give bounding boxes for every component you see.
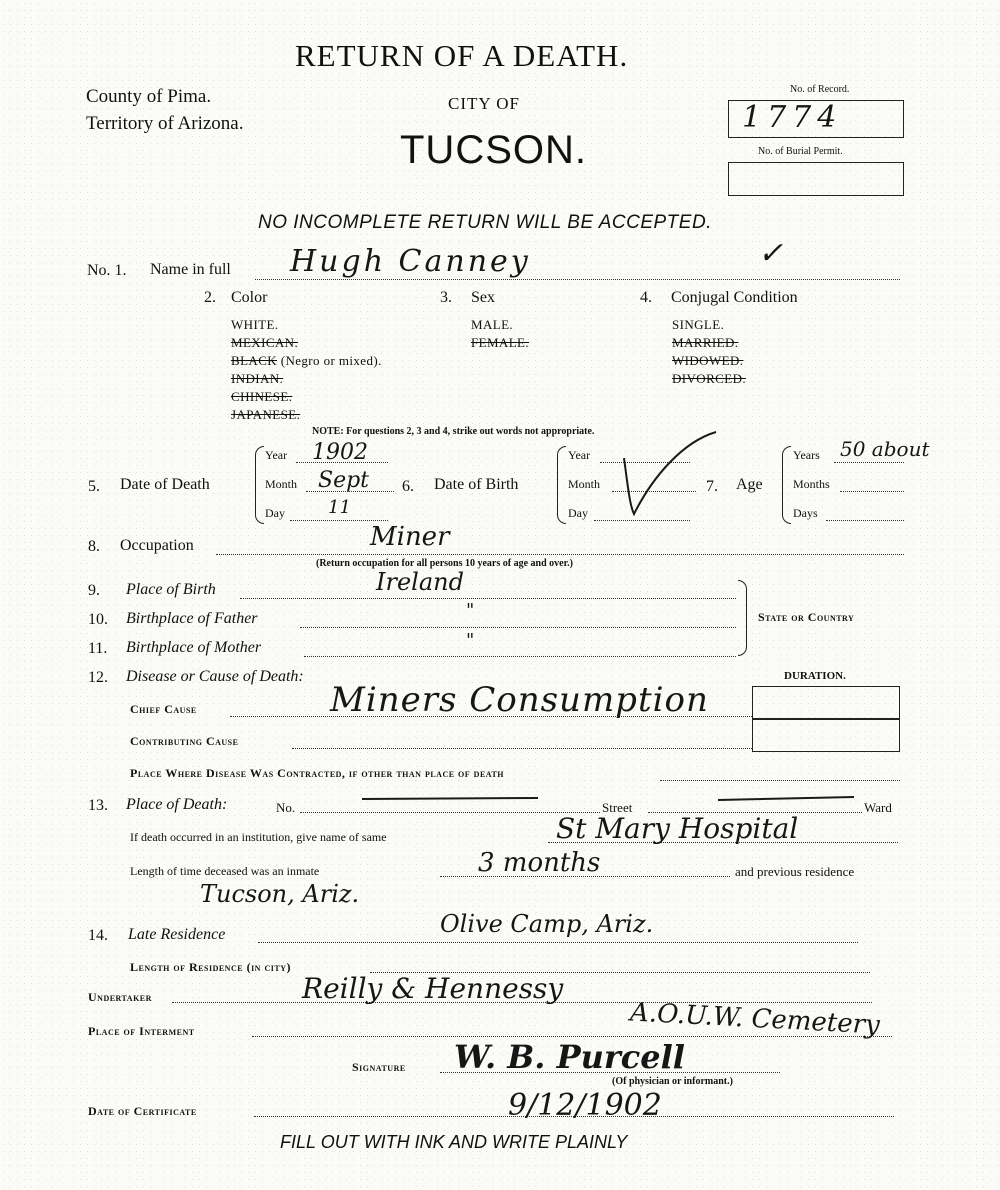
certificate-date-value: 9/12/1902 [508,1088,662,1123]
death-place-street-dash [716,792,856,806]
birth-place-value: Ireland [376,568,464,596]
birth-year-label: Year [568,448,591,462]
institution-value: St Mary Hospital [556,812,799,845]
death-date-label: Date of Death [120,476,210,493]
death-date-number: 5. [88,478,100,495]
death-day-value: 11 [328,497,351,518]
conjugal-option-single: SINGLE. [672,317,725,332]
residence-length-label: Length of Residence (in city) [130,960,291,974]
incomplete-notice: NO INCOMPLETE RETURN WILL BE ACCEPTED. [258,212,712,233]
residence-value: Olive Camp, Ariz. [440,910,654,938]
name-checkmark: ✓ [758,236,784,271]
strike-note: NOTE: For questions 2, 3 and 4, strike out words not appropriate. [312,426,595,437]
name-line [255,279,900,280]
color-option-japanese: JAPANESE. [231,407,301,422]
birth-date-number: 6. [402,478,414,495]
document-title: RETURN OF A DEATH. [295,38,629,73]
color-option-indian: INDIAN. [231,371,284,386]
death-place-label: Place of Death: [126,796,228,813]
residence-label: Late Residence [128,926,226,943]
color-option-black-note: (Negro or mixed). [280,353,382,368]
contracted-place-line [660,780,900,781]
burial-permit-label: No. of Burial Permit. [758,146,843,157]
father-birth-label: Birthplace of Father [126,610,258,627]
death-place-no-dash [360,792,540,806]
contributing-cause-label: Contributing Cause [130,734,239,748]
death-month-value: Sept [318,468,370,493]
birth-place-label: Place of Birth [126,581,216,598]
age-number: 7. [706,478,718,495]
conjugal-label: Conjugal Condition [671,289,798,306]
city-name: TUCSON. [400,128,587,172]
name-number: No. 1. [87,262,127,279]
color-option-black: BLACK (Negro or mixed). [231,353,382,368]
county-label: County of Pima. [86,86,212,107]
state-country-brace [738,580,747,656]
age-months-label: Months [793,477,830,491]
certificate-date-label: Date of Certificate [88,1104,197,1118]
duration-box-contrib [752,718,900,752]
birth-date-dash-mark [612,428,722,518]
institution-label: If death occurred in an institution, give name of same [130,830,387,844]
chief-cause-value: Miners Consumption [330,680,709,720]
death-year-value: 1902 [312,440,368,465]
age-days-label: Days [793,506,818,520]
occupation-label: Occupation [120,537,194,554]
signature-note: (Of physician or informant.) [612,1076,733,1087]
occupation-note: (Return occupation for all persons 10 years of age and over.) [316,558,573,569]
territory-label: Territory of Arizona. [86,113,244,134]
birth-date-brace [557,446,566,524]
chief-cause-label: Chief Cause [130,702,197,716]
sex-label: Sex [471,289,495,306]
color-option-mexican: MEXICAN. [231,335,299,350]
death-place-no-line [300,812,600,813]
birth-place-number: 9. [88,582,100,599]
previous-residence-label: and previous residence [735,864,855,879]
birth-day-label: Day [568,506,588,520]
death-place-ward-label: Ward [864,800,892,815]
age-days-line [826,520,904,521]
undertaker-label: Undertaker [88,990,152,1004]
conjugal-option-widowed: WIDOWED. [672,353,744,368]
sex-option-female: FEMALE. [471,335,530,350]
mother-birth-label: Birthplace of Mother [126,639,262,656]
father-birth-line [300,627,736,628]
age-months-line [840,491,904,492]
color-label: Color [231,289,268,306]
father-birth-value: " [466,600,475,621]
birth-day-line [594,520,690,521]
interment-label: Place of Interment [88,1024,195,1038]
mother-birth-number: 11. [88,640,108,657]
state-country-label: State or Country [758,610,855,624]
duration-label: DURATION. [784,670,846,682]
color-number: 2. [204,289,216,306]
mother-birth-value: " [466,630,475,651]
death-day-label: Day [265,506,285,520]
birth-place-line [240,598,736,599]
color-option-chinese: CHINESE. [231,389,293,404]
disease-number: 12. [88,669,108,686]
conjugal-number: 4. [640,289,652,306]
conjugal-option-divorced: DIVORCED. [672,371,747,386]
name-value: Hugh Canney [290,244,531,279]
undertaker-value: Reilly & Hennessy [302,972,564,1005]
contracted-place-label: Place Where Disease Was Contracted, if other than place of death [130,766,505,780]
color-option-white: WHITE. [231,317,279,332]
occupation-number: 8. [88,538,100,555]
signature-label: Signature [352,1060,406,1074]
age-years-value: 50 about [840,437,930,461]
footer-instruction: FILL OUT WITH INK AND WRITE PLAINLY [280,1132,628,1152]
father-birth-number: 10. [88,611,108,628]
age-label: Age [736,476,763,493]
death-place-number: 13. [88,797,108,814]
previous-residence-value: Tucson, Ariz. [200,880,360,908]
record-number-value: 1774 [742,100,843,135]
residence-number: 14. [88,927,108,944]
inmate-length-label: Length of time deceased was an inmate [130,864,320,878]
death-day-line [290,520,388,521]
city-of-label: CITY OF [448,94,521,113]
burial-permit-box [728,162,904,196]
age-years-line [834,462,904,463]
interment-value: A.O.U.W. Cemetery [629,997,881,1041]
birth-month-label: Month [568,477,601,491]
sex-option-male: MALE. [471,317,514,332]
age-years-label: Years [793,448,820,462]
record-number-label: No. of Record. [790,84,850,95]
signature-value: W. B. Purcell [454,1038,685,1076]
death-date-brace [255,446,264,524]
disease-label: Disease or Cause of Death: [126,668,304,685]
duration-box-chief [752,686,900,720]
birth-date-label: Date of Birth [434,476,519,493]
death-place-street-label: Street [602,800,633,815]
name-label: Name in full [150,261,231,278]
residence-line [258,942,858,943]
occupation-value: Miner [370,522,450,552]
death-place-no-label: No. [276,800,296,815]
contributing-cause-line [292,748,752,749]
death-year-label: Year [265,448,288,462]
conjugal-option-married: MARRIED. [672,335,739,350]
mother-birth-line [304,656,736,657]
occupation-line [216,554,904,555]
death-month-label: Month [265,477,298,491]
inmate-length-value: 3 months [478,848,601,878]
age-brace [782,446,791,524]
sex-number: 3. [440,289,452,306]
